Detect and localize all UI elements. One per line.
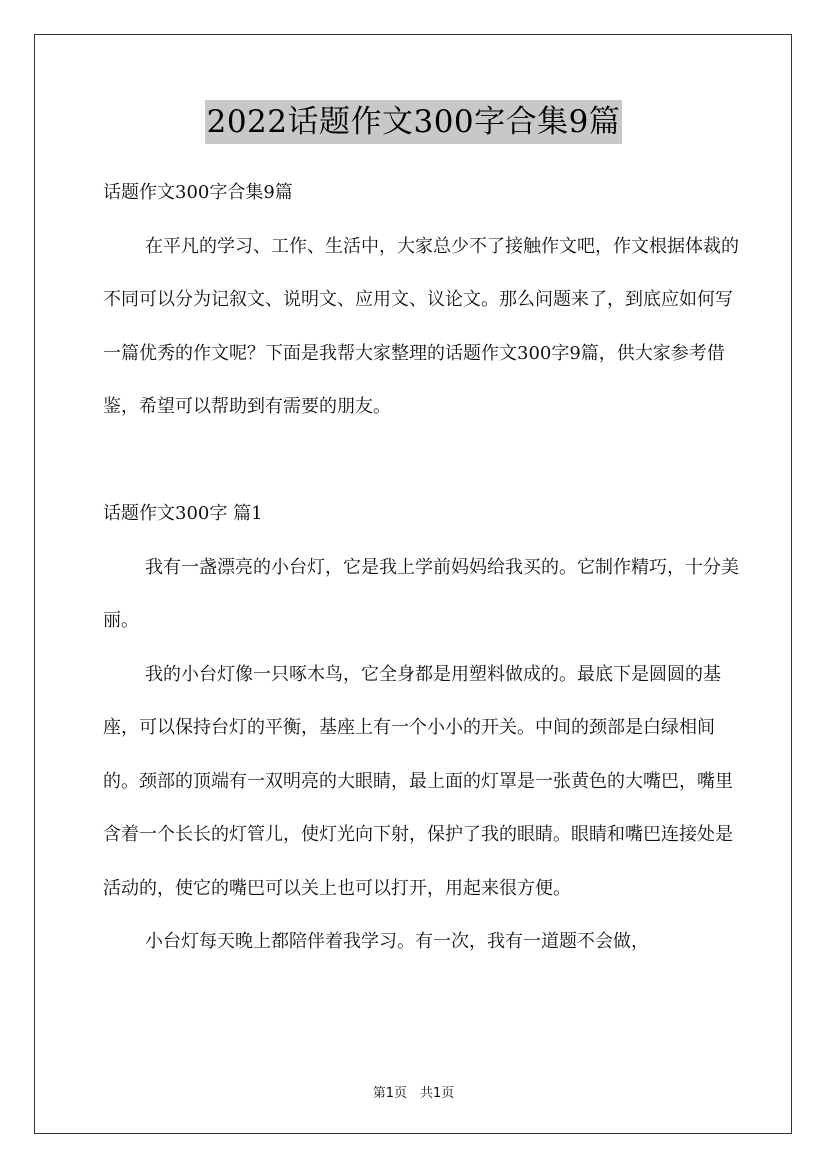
intro-heading: 话题作文300字合集9篇: [103, 182, 293, 203]
body-paragraph-3: 小台灯每天晚上都陪伴着我学习。有一次，我有一道题不会做，: [145, 931, 649, 952]
body-paragraph-2: 我的小台灯像一只啄木鸟，它全身都是用塑料做成的。最底下是圆圆的基座，可以保持台灯的平衡，基座上有一个小小的开关。中间的颈部是白绿相间的。颈部的顶端有一双明亮的大眼睛，最上面的灯罩是一张黄色的大嘴巴，嘴里含着一个长长的灯管儿，使灯光向下射，保护了我的眼睛。眼睛和嘴巴连接处是活动的，使它的嘴巴可以关上也可以打开，用起来很方便。: [103, 663, 733, 899]
document-body: [103, 166, 743, 969]
intro-paragraph: 在平凡的学习、工作、生活中，大家总少不了接触作文吧，作文根据体裁的不同可以分为记叙文、说明文、应用文、议论文。那么问题来了，到底应如何写一篇优秀的作文呢？下面是我帮大家整理的话题作文300字9篇，供大家参考借鉴，希望可以帮助到有需要的朋友。: [103, 235, 739, 417]
body-paragraph-1: 我有一盏漂亮的小台灯，它是我上学前妈妈给我买的。它制作精巧，十分美丽。: [103, 556, 739, 631]
title-container: [0, 100, 827, 144]
document-title: 2022话题作文300字合集9篇: [205, 100, 623, 144]
page-footer: 第1页 共1页: [372, 1086, 455, 1101]
section-heading: 话题作文300字 篇1: [103, 503, 263, 524]
paragraph-gap: [103, 434, 743, 488]
